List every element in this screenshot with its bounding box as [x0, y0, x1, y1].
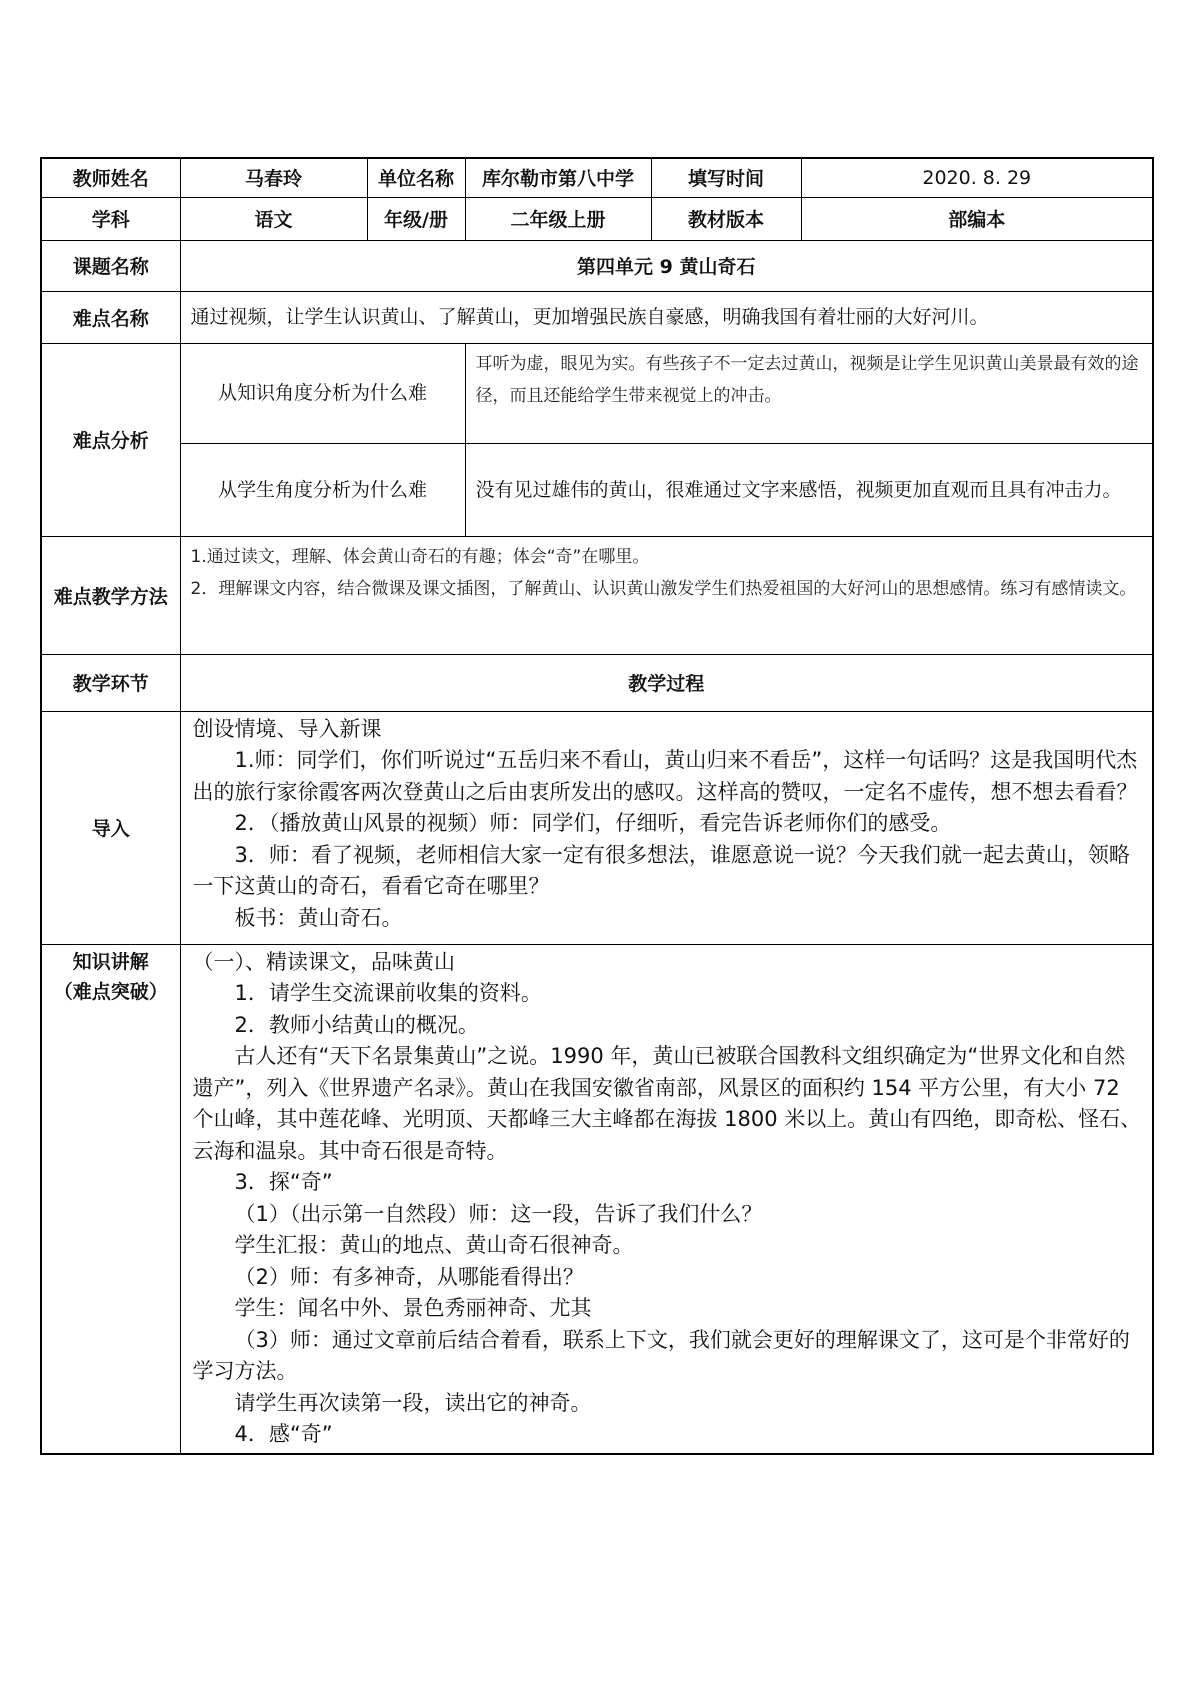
knowledge-line: 请学生再次读第一段，读出它的神奇。: [234, 1390, 592, 1415]
process-label: 教学过程: [180, 654, 1153, 711]
knowledge-angle-text: 耳听为虚，眼见为实。有些孩子不一定去过黄山，视频是让学生见识黄山美景最有效的途径，而且还能给学生带来视觉上的冲击。: [465, 343, 1153, 443]
subject-value: 语文: [180, 197, 367, 240]
analysis-row-knowledge: [41, 343, 1153, 443]
process-header-row: [41, 654, 1153, 711]
knowledge-label-sub: （难点突破）: [53, 980, 168, 1003]
knowledge-line: （3）师：通过文章前后结合着看，联系上下文，我们就会更好的理解课文了，这可是个非常好的学习方法。: [192, 1327, 1130, 1383]
teacher-value: 马春玲: [180, 158, 367, 197]
student-angle-label: 从学生角度分析为什么难: [180, 443, 465, 536]
intro-line: 1.师：同学们，你们听说过“五岳归来不看山，黄山归来不看岳”，这样一句话吗？这是我国明代杰出的旅行家徐霞客两次登黄山之后由衷所发出的感叹。这样高的赞叹，一定名不虚传，想不想去看看？: [192, 748, 1138, 804]
knowledge-line: （1）（出示第一自然段）师：这一段，告诉了我们什么？: [234, 1201, 763, 1226]
knowledge-angle-label: 从知识角度分析为什么难: [180, 343, 465, 443]
knowledge-line: （一）、精读课文，品味黄山: [192, 949, 455, 974]
knowledge-label: 知识讲解: [72, 950, 149, 973]
method-label: 难点教学方法: [41, 536, 180, 654]
topic-row: [41, 240, 1153, 291]
method-line-2: 2．理解课文内容，结合微课及课文插图，了解黄山、认识黄山激发学生们热爱祖国的大好河山的思想感情。练习有感情读文。: [190, 578, 1137, 599]
method-row: [41, 536, 1153, 654]
topic-label: 课题名称: [41, 240, 180, 291]
student-angle-text: 没有见过雄伟的黄山，很难通过文字来感悟，视频更加直观而且具有冲击力。: [465, 443, 1153, 536]
intro-label: 导入: [41, 711, 180, 944]
intro-row: [41, 711, 1153, 944]
knowledge-line: 1．请学生交流课前收集的资料。: [234, 981, 542, 1005]
knowledge-line: 学生汇报：黄山的地点、黄山奇石很神奇。: [234, 1233, 634, 1257]
knowledge-line: 4．感“奇”: [234, 1422, 333, 1446]
teacher-label: 教师姓名: [41, 158, 180, 197]
knowledge-label-cell: [41, 944, 180, 1454]
date-label: 填写时间: [651, 158, 801, 197]
knowledge-line: 古人还有“天下名景集黄山”之说。1990 年，黄山已被联合国教科文组织确定为“世界文化和自然遗产”，列入《世界遗产名录》。黄山在我国安徽省南部，风景区的面积约 154 平方公里，有大小 72 个山峰，其中莲花峰、光明顶、天都峰三大主峰都在海拔 1800 米以上。黄山有四绝，即奇松、怪石、云海和温泉。其中奇石很是奇特。: [192, 1044, 1142, 1163]
edition-label: 教材版本: [651, 197, 801, 240]
difficulty-value: 通过视频，让学生认识黄山、了解黄山，更加增强民族自豪感，明确我国有着壮丽的大好河川。: [180, 291, 1153, 343]
process-stage-label: 教学环节: [41, 654, 180, 711]
intro-line: 2．（播放黄山风景的视频）师：同学们，仔细听，看完告诉老师你们的感受。: [234, 811, 952, 835]
topic-value: 第四单元 9 黄山奇石: [180, 240, 1153, 291]
grade-label: 年级/册: [367, 197, 465, 240]
knowledge-line: 2．教师小结黄山的概况。: [234, 1012, 479, 1037]
knowledge-row: [41, 944, 1153, 1454]
intro-line: 3．师：看了视频，老师相信大家一定有很多想法，谁愿意说一说？今天我们就一起去黄山，领略一下这黄山的奇石，看看它奇在哪里？: [192, 842, 1130, 898]
edition-value: 部编本: [801, 197, 1153, 240]
knowledge-line: 3．探“奇”: [234, 1170, 333, 1194]
method-line-1: 1.通过读文，理解、体会黄山奇石的有趣；体会“奇”在哪里。: [190, 546, 650, 567]
knowledge-line: （2）师：有多神奇，从哪能看得出？: [234, 1264, 584, 1289]
knowledge-line: 学生：闻名中外、景色秀丽神奇、尤其: [234, 1296, 592, 1320]
analysis-row-student: [41, 443, 1153, 536]
unit-value: 库尔勒市第八中学: [465, 158, 651, 197]
intro-content: [180, 711, 1153, 944]
unit-label: 单位名称: [367, 158, 465, 197]
date-value: 2020. 8. 29: [801, 158, 1153, 197]
intro-line: 创设情境、导入新课: [192, 716, 382, 741]
info-row-2: [41, 197, 1153, 240]
subject-label: 学科: [41, 197, 180, 240]
analysis-label: 难点分析: [41, 343, 180, 536]
difficulty-label: 难点名称: [41, 291, 180, 343]
method-content: [180, 536, 1153, 654]
info-row-1: [41, 158, 1153, 197]
grade-value: 二年级上册: [465, 197, 651, 240]
lesson-plan-table: [40, 157, 1154, 1455]
knowledge-content: [180, 944, 1153, 1454]
intro-line: 板书：黄山奇石。: [234, 905, 403, 930]
difficulty-row: [41, 291, 1153, 343]
lesson-plan-page: [40, 157, 1152, 1455]
